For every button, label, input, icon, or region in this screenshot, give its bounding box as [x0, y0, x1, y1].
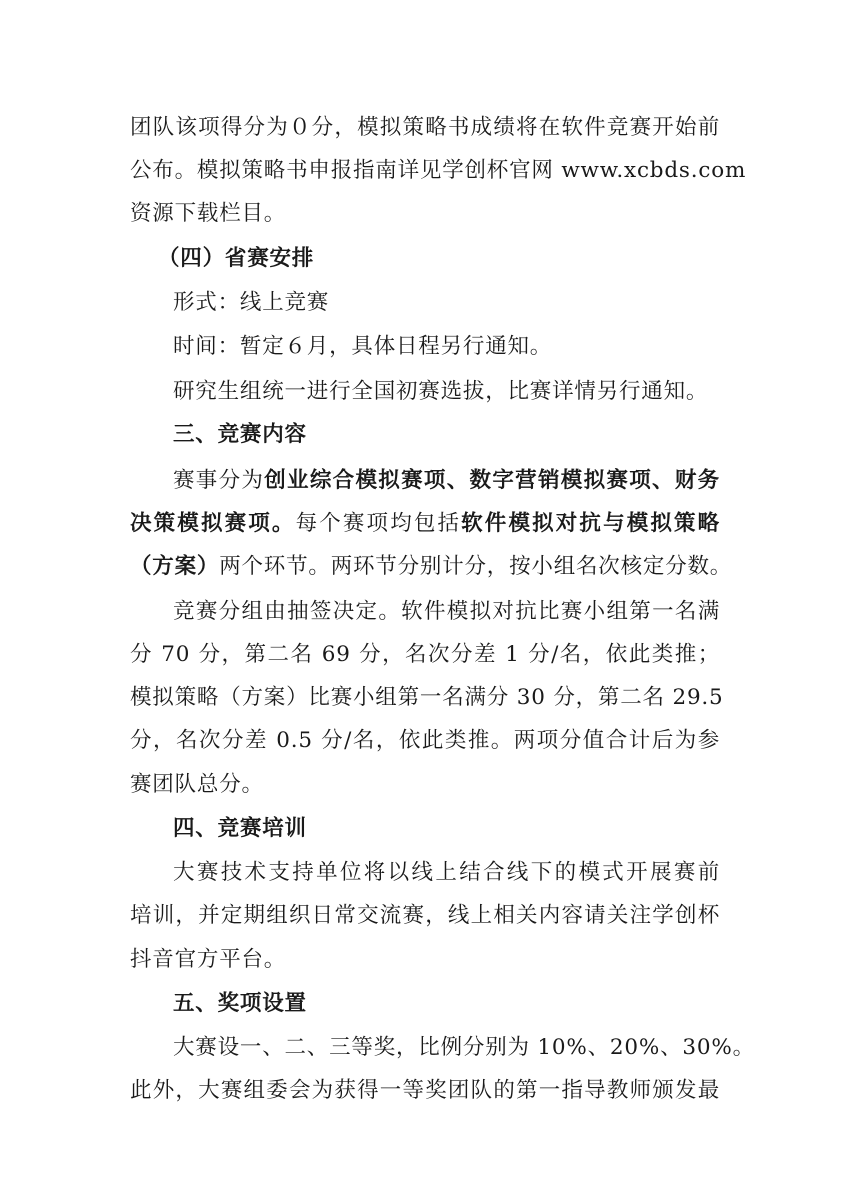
paragraph-line [130, 547, 733, 587]
section-heading-content: 三、竞赛内容 [173, 422, 307, 447]
bold-text: 决策模拟赛项。 [130, 511, 296, 536]
section-heading-awards: 五、奖项设置 [173, 991, 307, 1016]
paragraph-line [130, 504, 720, 544]
paragraph-line: 竞赛分组由抽签决定。软件模拟对抗比赛小组第一名满 [173, 599, 720, 624]
paragraph-line: 此外，大赛组委会为获得一等奖团队的第一指导教师颁发最 [130, 1078, 720, 1103]
graduate-line: 研究生组统一进行全国初赛选拔，比赛详情另行通知。 [173, 379, 709, 404]
bold-text: （方案） [130, 554, 220, 579]
paragraph-line: 团队该项得分为０分，模拟策略书成绩将在软件竞赛开始前 [130, 115, 720, 140]
section-heading-provincial: （四）省赛安排 [158, 246, 315, 271]
paragraph-line: 赛团队总分。 [130, 772, 264, 797]
bold-text: 软件模拟对抗与模拟策略 [461, 511, 720, 536]
paragraph-line: 公布。模拟策略书申报指南详见学创杯官网 www.xcbds.com [130, 158, 747, 183]
paragraph-line: 分，名次分差 0.5 分/名，依此类推。两项分值合计后为参 [130, 728, 720, 753]
text-span: 每个赛项均包括 [295, 511, 462, 536]
paragraph-line: 抖音官方平台。 [130, 947, 287, 972]
paragraph-line: 大赛设一、二、三等奖，比例分别为 10%、20%、30%。 [173, 1035, 755, 1060]
paragraph-line [173, 461, 720, 501]
paragraph-line: 大赛技术支持单位将以线上结合线下的模式开展赛前 [173, 860, 720, 885]
paragraph-line: 模拟策略（方案）比赛小组第一名满分 30 分，第二名 29.5 [130, 685, 724, 710]
format-line: 形式：线上竞赛 [173, 290, 330, 315]
paragraph-line: 资源下载栏目。 [130, 201, 287, 226]
time-line: 时间：暂定６月，具体日程另行通知。 [173, 334, 553, 359]
bold-text: 创业综合模拟赛项、数字营销模拟赛项、财务 [264, 468, 720, 493]
text-span: 两个环节。两环节分别计分，按小组名次核定分数。 [219, 554, 733, 579]
text-span: 赛事分为 [173, 468, 265, 493]
section-heading-training: 四、竞赛培训 [173, 816, 307, 841]
paragraph-line: 分 70 分，第二名 69 分，名次分差 1 分/名，依此类推； [130, 642, 720, 667]
paragraph-line: 培训，并定期组织日常交流赛，线上相关内容请关注学创杯 [130, 903, 720, 928]
